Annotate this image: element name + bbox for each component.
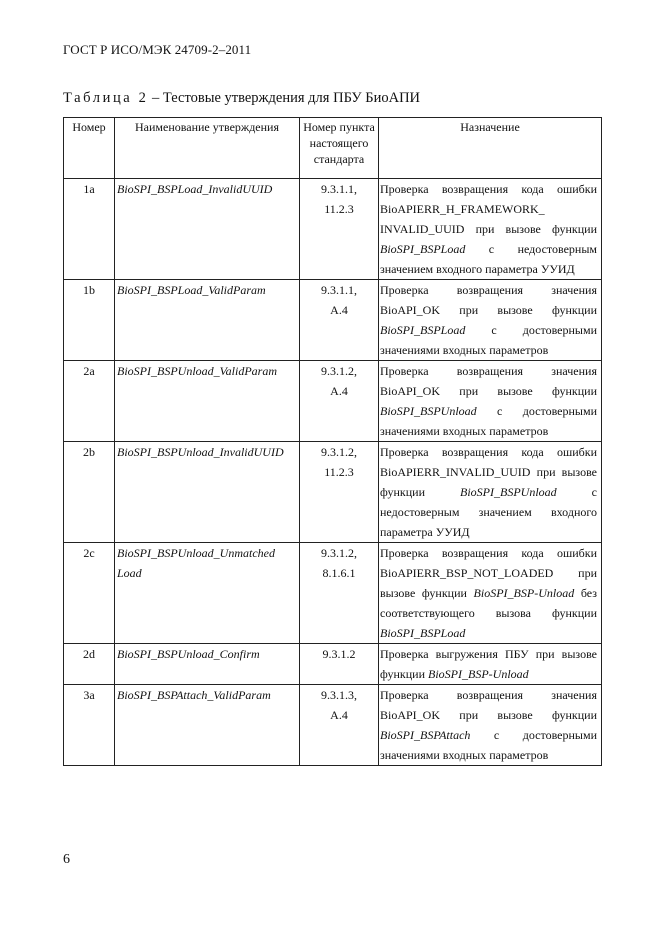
clause-line: 8.1.6.1 xyxy=(322,566,356,580)
purpose-text: Проверка возвращения значения BioAPI_OK при вызове функции xyxy=(380,688,597,722)
row-number-cell: 2b xyxy=(64,442,115,543)
purpose-text: с достоверными значениями входных параметров xyxy=(380,728,597,762)
clause-number-cell xyxy=(300,442,379,543)
assertion-name-cell: BioSPI_BSPUnload_InvalidUUID xyxy=(115,442,300,543)
table-row xyxy=(64,644,602,685)
assertion-name-cell: BioSPI_BSPAttach_ValidParam xyxy=(115,685,300,766)
purpose-text: Проверка возвращения значения BioAPI_OK при вызове функции xyxy=(380,364,597,398)
purpose-text: Проверка выгружения ПБУ при вызове функции xyxy=(380,647,597,681)
function-name: BioSPI_BSPLoad xyxy=(380,626,466,640)
table-row xyxy=(64,361,602,442)
table-body xyxy=(64,179,602,766)
clause-number-cell xyxy=(300,280,379,361)
page-number: 6 xyxy=(63,852,70,867)
assertion-name-cell: BioSPI_BSPLoad_ValidParam xyxy=(115,280,300,361)
clause-line: 9.3.1.1, xyxy=(321,182,357,196)
purpose-text: без соответствующего вызова функции xyxy=(380,586,597,620)
clause-line: 9.3.1.2, xyxy=(321,546,357,560)
purpose-text: Проверка возвращения кода ошибки BioAPIERR_BSP_NOT_LOADED при вызове функции xyxy=(380,546,597,600)
table-row xyxy=(64,543,602,644)
clause-line: A.4 xyxy=(330,708,348,722)
column-header-purpose: Назначение xyxy=(379,118,602,179)
function-name: BioSPI_BSP-Unload xyxy=(428,667,529,681)
clause-line: 9.3.1.2, xyxy=(321,445,357,459)
purpose-text: с недостоверным значением входного параметра УУИД xyxy=(380,485,598,539)
clause-line: 9.3.1.3, xyxy=(321,688,357,702)
table-caption-label: Таблица 2 xyxy=(63,90,149,106)
clause-number-cell xyxy=(300,685,379,766)
purpose-text: с недостоверным значением входного параметра УУИД xyxy=(380,242,597,276)
purpose-cell xyxy=(379,179,602,280)
clause-line: A.4 xyxy=(330,303,348,317)
assertion-name-cell: BioSPI_BSPUnload_Confirm xyxy=(115,644,300,685)
table-header-row xyxy=(64,118,602,179)
table-row xyxy=(64,179,602,280)
clause-line: 11.2.3 xyxy=(324,465,354,479)
row-number-cell: 2d xyxy=(64,644,115,685)
table-caption-text: – Тестовые утверждения для ПБУ БиоАПИ xyxy=(148,90,421,106)
row-number-cell: 1a xyxy=(64,179,115,280)
purpose-text: с достоверными значениями входных параметров xyxy=(380,323,597,357)
document-code: ГОСТ Р ИСО/МЭК 24709-2–2011 xyxy=(63,42,252,57)
purpose-text: с достоверными значениями входных параметров xyxy=(380,404,597,438)
clause-line: A.4 xyxy=(330,384,348,398)
assertion-name-cell: BioSPI_BSPUnload_Unmatched Load xyxy=(115,543,300,644)
test-assertions-table xyxy=(63,117,602,766)
function-name: BioSPI_BSPUnload xyxy=(380,404,477,418)
function-name: BioSPI_BSPAttach xyxy=(380,728,471,742)
row-number-cell: 3a xyxy=(64,685,115,766)
clause-line: 9.3.1.2, xyxy=(321,364,357,378)
clause-line: 9.3.1.2 xyxy=(322,647,356,661)
clause-number-cell xyxy=(300,361,379,442)
table-row xyxy=(64,685,602,766)
purpose-cell xyxy=(379,280,602,361)
purpose-text: Проверка возвращения кода ошибки BioAPIERR_H_FRAMEWORK_ INVALID_UUID при вызове функции xyxy=(380,182,597,236)
clause-number-cell xyxy=(300,644,379,685)
row-number-cell: 2c xyxy=(64,543,115,644)
table-caption xyxy=(63,90,420,107)
clause-number-cell xyxy=(300,543,379,644)
purpose-cell xyxy=(379,644,602,685)
table-row xyxy=(64,280,602,361)
function-name: BioSPI_BSPLoad xyxy=(380,242,466,256)
function-name: BioSPI_BSPLoad xyxy=(380,323,466,337)
column-header-name: Наименование утверждения xyxy=(115,118,300,179)
clause-line: 9.3.1.1, xyxy=(321,283,357,297)
purpose-cell xyxy=(379,685,602,766)
clause-number-cell xyxy=(300,179,379,280)
row-number-cell: 1b xyxy=(64,280,115,361)
function-name: BioSPI_BSPUnload xyxy=(460,485,557,499)
purpose-cell xyxy=(379,361,602,442)
column-header-clause: Номер пункта настоящего стандарта xyxy=(300,118,379,179)
purpose-text: Проверка возвращения кода ошибки BioAPIERR_INVALID_UUID при вызове функции xyxy=(380,445,597,499)
assertion-name-cell: BioSPI_BSPUnload_ValidParam xyxy=(115,361,300,442)
purpose-text: Проверка возвращения значения BioAPI_OK при вызове функции xyxy=(380,283,597,317)
function-name: BioSPI_BSP-Unload xyxy=(473,586,575,600)
purpose-cell xyxy=(379,543,602,644)
table-row xyxy=(64,442,602,543)
purpose-cell xyxy=(379,442,602,543)
row-number-cell: 2a xyxy=(64,361,115,442)
column-header-number: Номер xyxy=(64,118,115,179)
clause-line: 11.2.3 xyxy=(324,202,354,216)
assertion-name-cell: BioSPI_BSPLoad_InvalidUUID xyxy=(115,179,300,280)
